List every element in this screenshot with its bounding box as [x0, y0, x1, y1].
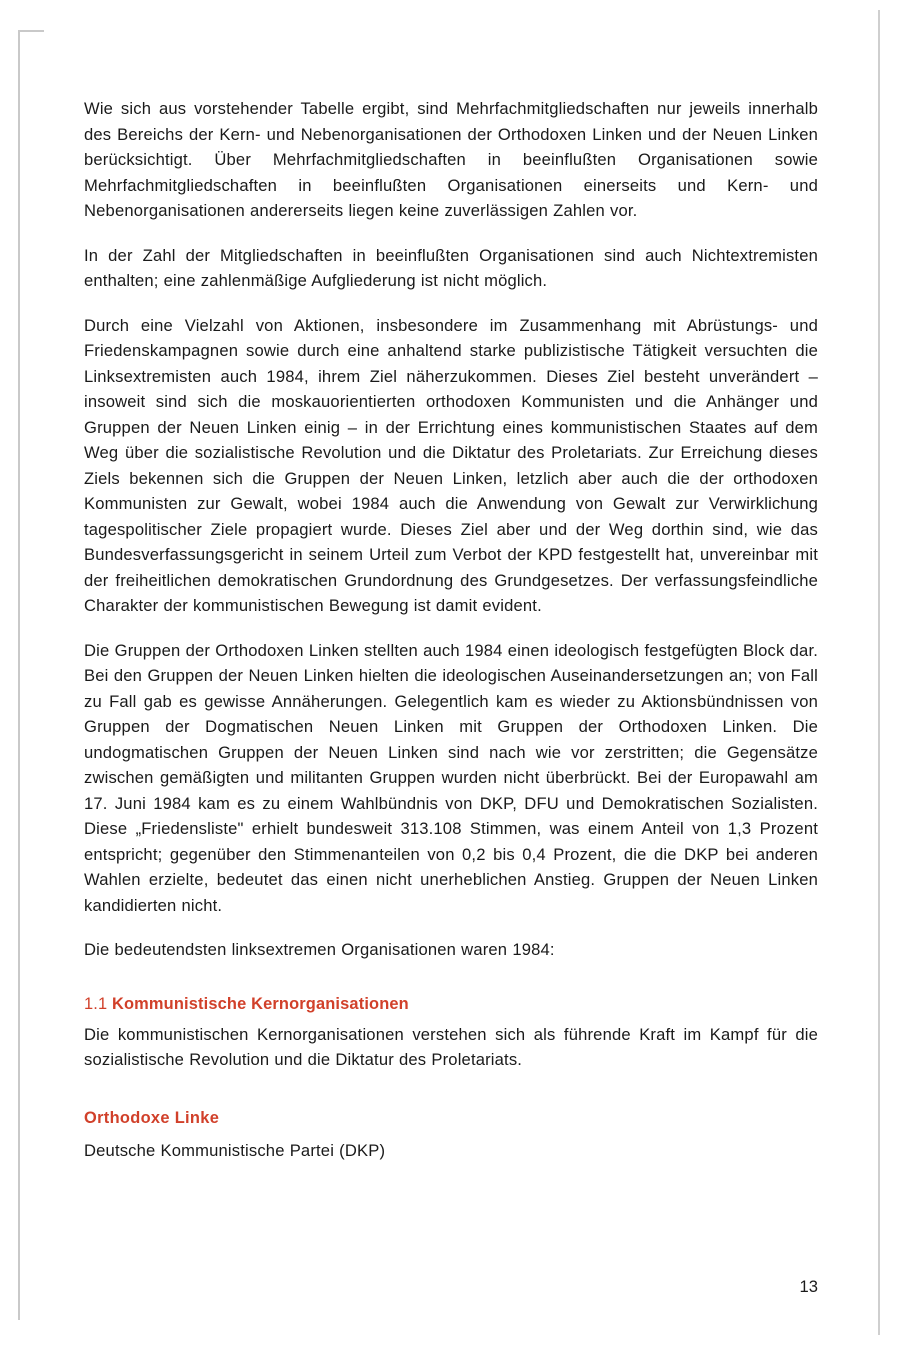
subsection-heading: Orthodoxe Linke — [84, 1108, 220, 1127]
paragraph-2: In der Zahl der Mitgliedschaften in beeinflußten Organisationen sind auch Nichtextremisten enthalten; eine zahlenmäßige Aufgliederung ist nicht möglich. — [84, 245, 818, 290]
section-title: Kommunistische Kernorganisationen — [112, 994, 409, 1013]
page-edge-left — [18, 30, 20, 1320]
paragraph-1: Wie sich aus vorstehender Tabelle ergibt, sind Mehrfachmitgliedschaften nur jeweils innerhalb des Bereichs der Kern- und Nebenorganisationen der Orthodoxen Linken und der Neuen Linken berücksichtigt. Über Mehrfachmitgliedschaften in beeinflußten Organisationen sowie Mehrfachmitgliedschaften in beeinflußten Organisationen einerseits und Kern- und Nebenorganisationen andererseits liegen keine zuverlässigen Zahlen vor. — [84, 99, 818, 220]
page-edge-left-corner — [18, 30, 44, 32]
page-edge-right — [878, 10, 880, 1335]
paragraph-3: Durch eine Vielzahl von Aktionen, insbesondere im Zusammenhang mit Abrüstungs- und Friedenskampagnen sowie durch eine anhaltend starke publizistische Tätigkeit versuchten die Linksextremisten auch 1984, ihrem Ziel näherzukommen. Dieses Ziel besteht unverändert – insoweit sind sich die moskauorientierten orthodoxen Kommunisten und die Anhänger und Gruppen der Neuen Linken einig – in der Errichtung eines kommunistischen Staates auf dem Weg über die sozialistische Revolution und die Diktatur des Proletariats. Zur Erreichung dieses Ziels bekennen sich die Gruppen der Neuen Linken, letzlich aber auch die der orthodoxen Kommunisten zur Gewalt, wobei 1984 auch die Anwendung von Gewalt zur Verwirklichung tagespolitischer Ziele propagiert wurde. Dieses Ziel aber und der Weg dorthin sind, wie das Bundesverfassungsgericht in seinem Urteil zum Verbot der KPD festgestellt hat, unvereinbar mit der freiheitlichen demokratischen Grundordnung des Grundgesetzes. Der verfassungsfeindliche Charakter der kommunistischen Bewegung ist damit evident. — [84, 315, 818, 615]
section-body: Die kommunistischen Kernorganisationen verstehen sich als führende Kraft im Kampf für die sozialistische Revolution und die Diktatur des Proletariats. — [84, 1024, 818, 1069]
page-content — [84, 96, 818, 1182]
section-number: 1.1 — [84, 994, 108, 1013]
page-number: 13 — [799, 1277, 818, 1296]
subsection-body: Deutsche Kommunistische Partei (DKP) — [84, 1140, 386, 1160]
paragraph-4: Die Gruppen der Orthodoxen Linken stellten auch 1984 einen ideologisch festgefügten Block dar. Bei den Gruppen der Neuen Linken hielten die ideologischen Auseinandersetzungen an; von Fall zu Fall gab es gewisse Annäherungen. Gelegentlich kam es wieder zu Aktionsbündnissen von Gruppen der Dogmatischen Neuen Linken mit Gruppen der Orthodoxen Linken. Die undogmatischen Gruppen der Neuen Linken sind nach wie vor zerstritten; die Gegensätze zwischen gemäßigten und militanten Gruppen wurden nicht überbrückt. Bei der Europawahl am 17. Juni 1984 kam es zu einem Wahlbündnis von DKP, DFU und Demokratischen Sozialisten. Diese „Friedensliste" erhielt bundesweit 313.108 Stimmen, was einem Anteil von 1,3 Prozent entspricht; gegenüber den Stimmenanteilen von 0,2 bis 0,4 Prozent, die die DKP bei anderen Wahlen erzielte, bedeutet das einen nicht unerheblichen Anstieg. Gruppen der Neuen Linken kandidierten nicht. — [84, 640, 818, 915]
paragraph-5: Die bedeutendsten linksextremen Organisationen waren 1984: — [84, 940, 555, 959]
section-heading — [84, 995, 818, 1014]
